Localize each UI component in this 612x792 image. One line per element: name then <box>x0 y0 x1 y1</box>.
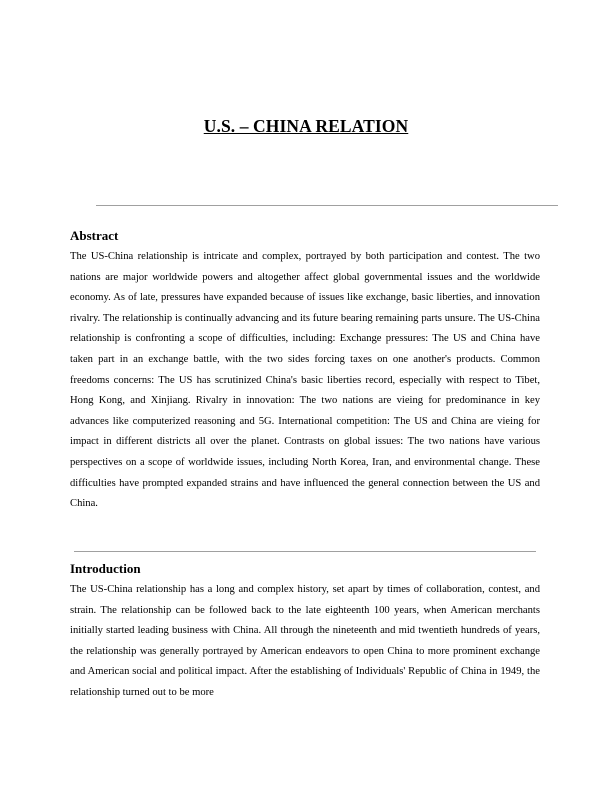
document-title: U.S. – CHINA RELATION <box>203 116 409 136</box>
introduction-heading: Introduction <box>70 561 141 576</box>
divider-top <box>96 205 558 206</box>
divider-middle <box>74 551 536 552</box>
introduction-paragraph: The US-China relationship has a long and complex history, set apart by times of collaboration, contest, and strain. The relationship can be followed back to the late eighteenth 100 years, when American merchants initially started leading business with China. All through the nineteenth and mid twentieth hundreds of years, the relationship was generally portrayed by American endeavors to open China to more prominent exchange and American social and political impact. After the establishing of Individuals' Republic of China in 1949, the relationship turned out to be more <box>70 584 540 698</box>
abstract-paragraph: The US-China relationship is intricate and complex, portrayed by both participation and contest. The two nations are major worldwide powers and altogether affect global governmental issues and the worldwide economy. As of late, pressures have expanded because of issues like exchange, basic liberties, and innovation rivalry. The relationship is continually advancing and its future bearing remaining parts unsure. The US-China relationship is confronting a scope of difficulties, including: Exchange pressures: The US and China have taken part in an exchange battle, with the two sides forcing taxes on one another's products. Common freedoms concerns: The US has scrutinized China's basic liberties record, especially with respect to Tibet, Hong Kong, and Xinjiang. Rivalry in innovation: The two nations are vieing for predominance in key advances like computerized reasoning and 5G. International competition: The US and China are vieing for impact in different districts all over the planet. Contrasts on global issues: The two nations have various perspectives on a scope of worldwide issues, including North Korea, Iran, and environmental change. These difficulties have prompted expanded strains and have influenced the general connection between the US and China. <box>70 251 540 510</box>
abstract-heading: Abstract <box>70 228 119 243</box>
